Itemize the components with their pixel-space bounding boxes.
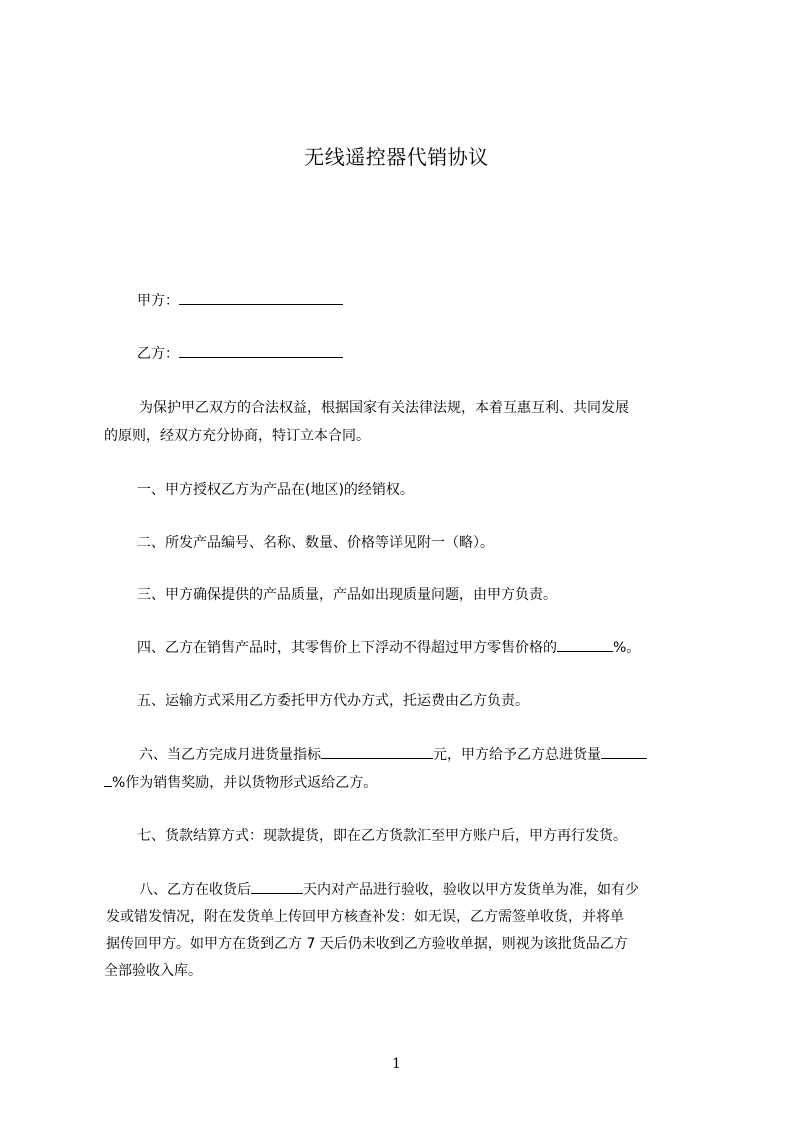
clause-6-blank-1: [321, 744, 433, 759]
clause-8-line-3: 据传回甲方。如甲方在货到乙方 7 天后仍未收到乙方验收单据，则视为该批货品乙方: [106, 936, 628, 952]
party-b-label: 乙方：: [137, 346, 179, 362]
preamble-line-1: 为保护甲乙双方的合法权益，根据国家有关法律法规，本着互惠互利、共同发展: [139, 400, 629, 416]
clause-5: 五、运输方式采用乙方委托甲方代办方式，托运费由乙方负责。: [137, 693, 529, 709]
clause-6-text-2: 元，甲方给予乙方总进货量: [433, 747, 601, 763]
clause-2: 二、所发产品编号、名称、数量、价格等详见附一（略）。: [137, 535, 494, 551]
clause-6-blank-2: [601, 744, 647, 759]
clause-6-text-1: 六、当乙方完成月进货量指标: [139, 747, 321, 763]
page-number: 1: [392, 1056, 401, 1072]
clause-1: 一、甲方授权乙方为产品在(地区)的经销权。: [137, 482, 414, 498]
clause-8-line-4: 全部验收入库。: [104, 963, 202, 979]
clause-6-line-2: [104, 768, 377, 798]
clause-6-line-1: [139, 740, 647, 770]
clause-7: 七、货款结算方式：现款提货，即在乙方货款汇至甲方账户后，甲方再行发货。: [137, 828, 627, 844]
party-b-line: [137, 339, 343, 369]
clause-8-text-1: 八、乙方在收货后: [139, 882, 251, 898]
clause-8-line-2: 发或错发情况，附在发货单上传回甲方核查补发：如无误，乙方需签单收货，并将单: [106, 909, 624, 925]
clause-8-blank: [251, 879, 303, 894]
clause-8-line-1: [139, 875, 639, 905]
party-b-blank: [179, 343, 343, 358]
clause-8-text-2: 天内对产品进行验收，验收以甲方发货单为准，如有少: [303, 882, 639, 898]
clause-3: 三、甲方确保提供的产品质量，产品如出现质量问题，由甲方负责。: [137, 587, 557, 603]
document-title: 无线遥控器代销协议: [304, 145, 489, 169]
clause-6-blank-3: [104, 772, 112, 787]
clause-6-text-3: %作为销售奖励，并以货物形式返给乙方。: [112, 775, 378, 791]
clause-4-blank: [557, 637, 613, 652]
clause-4-text: 四、乙方在销售产品时，其零售价上下浮动不得超过甲方零售价格的: [137, 640, 557, 656]
clause-4-suffix: %。: [613, 640, 641, 656]
party-a-blank: [179, 290, 343, 305]
party-a-label: 甲方：: [137, 293, 179, 309]
preamble-line-2: 的原则，经双方充分协商，特订立本合同。: [104, 428, 370, 444]
party-a-line: [137, 286, 343, 316]
clause-4: [137, 633, 640, 663]
